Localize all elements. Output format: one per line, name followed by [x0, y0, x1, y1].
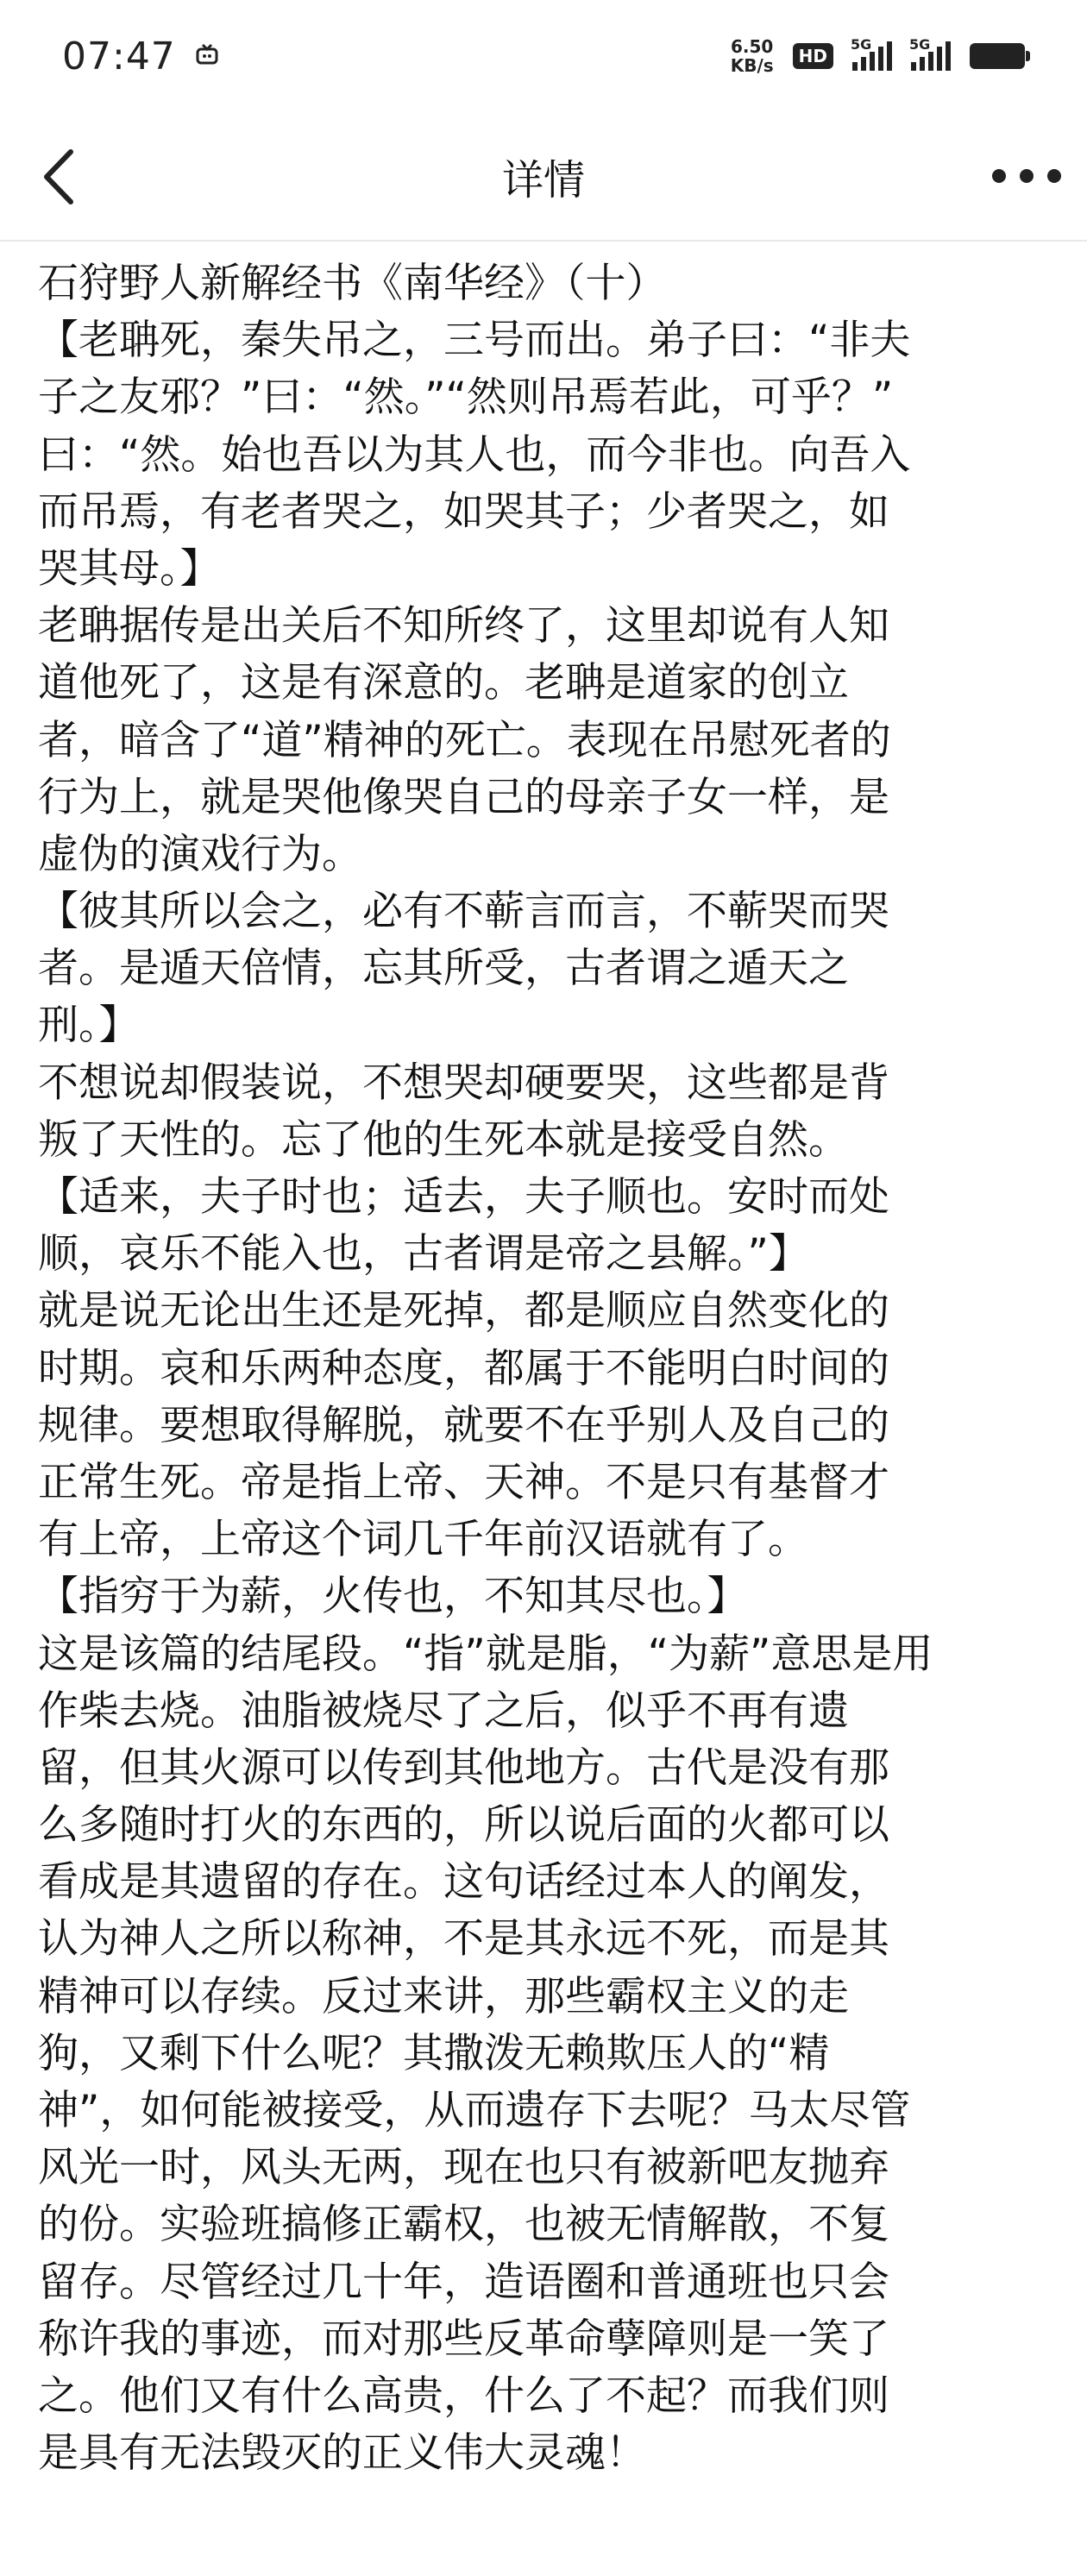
back-button[interactable]	[36, 148, 88, 205]
article-line: 看成是其遗留的存在。这句话经过本人的阐发，	[38, 1858, 889, 1907]
more-dot-icon	[1020, 169, 1034, 183]
article-line: 有上帝，上帝这个词几千年前汉语就有了。	[38, 1516, 808, 1564]
signal-icon-1	[851, 36, 892, 71]
status-right	[731, 37, 1025, 75]
article-line: 认为神人之所以称神，不是其永远不死，而是其	[38, 1915, 889, 1963]
article-line: 是具有无法毁灭的正义伟大灵魂！	[38, 2429, 646, 2478]
article-line: 精神可以存续。反过来讲，那些霸权主义的走	[38, 1972, 849, 2020]
more-button[interactable]	[992, 157, 1061, 195]
article-line: 风光一时，风头无两，现在也只有被新吧友抛弃	[38, 2144, 889, 2192]
article-line: 留，但其火源可以传到其他地方。古代是没有那	[38, 1744, 889, 1792]
article-line: 哭其母。】	[38, 544, 221, 593]
article-line: 称许我的事迹，而对那些反革命孽障则是一笑了	[38, 2315, 889, 2363]
article-line: 就是说无论出生还是死掉，都是顺应自然变化的	[38, 1287, 889, 1335]
status-left	[62, 35, 219, 79]
more-dot-icon	[992, 169, 1006, 183]
article-line: 虚伪的演戏行为。	[38, 830, 362, 878]
signal-2-label: 5G	[909, 36, 931, 53]
article-line: 之。他们又有什么高贵，什么了不起？而我们则	[38, 2372, 889, 2420]
net-speed-value: 6.50	[731, 36, 774, 57]
nav-bar	[0, 112, 1087, 242]
article-line: 行为上，就是哭他像哭自己的母亲子女一样，是	[38, 773, 889, 821]
article-line: 留存。尽管经过几十年，造语圈和普通班也只会	[38, 2258, 889, 2306]
article-line: 【老聃死，秦失吊之，三号而出。弟子曰：“非夫	[38, 317, 911, 365]
signal-1-label: 5G	[851, 36, 872, 53]
battery-icon	[970, 43, 1025, 69]
article-line: 【适来，夫子时也；适去，夫子顺也。安时而处	[38, 1173, 889, 1221]
status-bar	[0, 0, 1087, 112]
article-line: 的份。实验班搞修正霸权，也被无情解散，不复	[38, 2201, 889, 2249]
more-dot-icon	[1047, 169, 1061, 183]
net-speed-unit: KB/s	[730, 55, 774, 76]
article-line: 者，暗含了“道”精神的死亡。表现在吊慰死者的	[38, 716, 891, 764]
article-line: 这是该篇的结尾段。“指”就是脂，“为薪”意思是用	[38, 1630, 933, 1678]
article-line: 老聃据传是出关后不知所终了，这里却说有人知	[38, 602, 889, 650]
article-body	[38, 255, 1061, 2482]
article-line: 时期。哀和乐两种态度，都属于不能明白时间的	[38, 1344, 889, 1392]
article-line: 不想说却假装说，不想哭却硬要哭，这些都是背	[38, 1059, 889, 1107]
article-line: 【指穷于为薪，火传也，不知其尽也。】	[38, 1573, 748, 1621]
chevron-left-icon	[36, 148, 88, 205]
article-line: 【彼其所以会之，必有不蕲言而言，不蕲哭而哭	[38, 888, 889, 936]
status-time: 07:47	[62, 34, 176, 79]
article-line: 刑。】	[38, 1002, 140, 1050]
article-line: 么多随时打火的东西的，所以说后面的火都可以	[38, 1801, 889, 1850]
article-line: 叛了天性的。忘了他的生死本就是接受自然。	[38, 1115, 849, 1164]
article-line: 顺，哀乐不能入也，古者谓是帝之县解。”】	[38, 1230, 809, 1279]
hd-icon: HD	[793, 43, 833, 69]
article-line: 正常生死。帝是指上帝、天神。不是只有基督才	[38, 1458, 889, 1506]
article-line: 石狩野人新解经书《南华经》（十）	[38, 260, 667, 307]
article-line: 神”，如何能被接受，从而遗存下去呢？马太尽管	[38, 2087, 911, 2134]
tv-icon	[195, 42, 219, 70]
article-line: 规律。要想取得解脱，就要不在乎别人及自己的	[38, 1401, 889, 1449]
article-line: 作柴去烧。油脂被烧尽了之后，似乎不再有遗	[38, 1687, 849, 1735]
article-line: 曰：“然。始也吾以为其人也，而今非也。向吾入	[38, 430, 911, 479]
net-speed	[731, 37, 774, 75]
page-title: 详情	[501, 155, 585, 204]
article-line: 者。是遁天倍情，忘其所受，古者谓之遁天之	[38, 945, 849, 993]
article-line: 而吊焉，有老者哭之，如哭其子；少者哭之，如	[38, 487, 889, 536]
signal-icon-2	[909, 36, 951, 71]
article-line: 狗，又剩下什么呢？其撒泼无赖欺压人的“精	[38, 2029, 830, 2077]
article-line: 子之友邪？”曰：“然。”“然则吊焉若此，可乎？”	[38, 374, 894, 422]
article-line: 道他死了，这是有深意的。老聃是道家的创立	[38, 659, 849, 707]
